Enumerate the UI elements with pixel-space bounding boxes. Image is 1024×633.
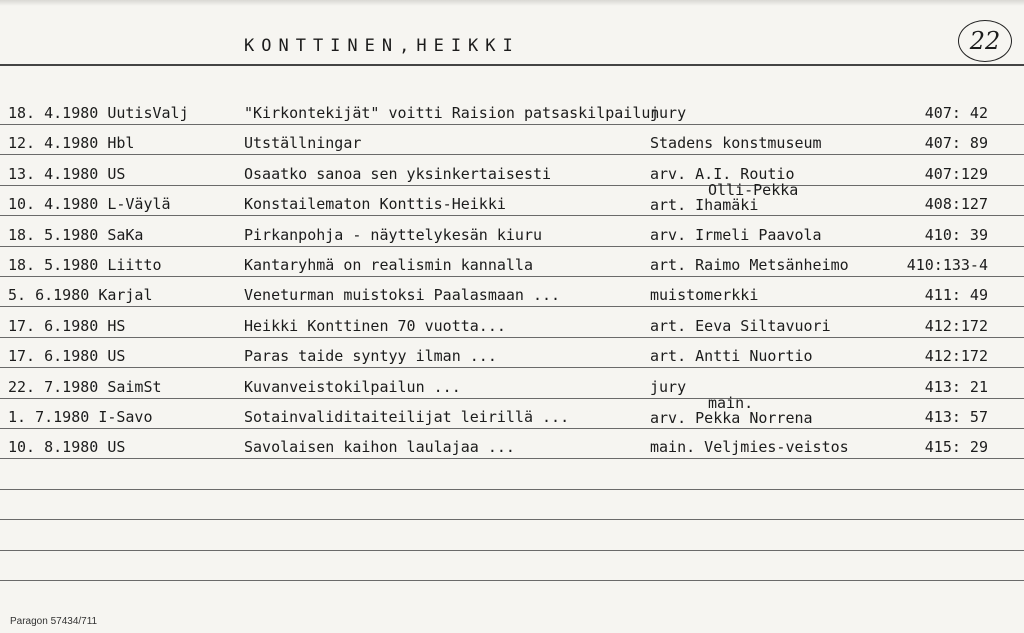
entry-date: 18. 4.1980 <box>8 104 99 122</box>
entry-date: 18. 5.1980 <box>8 256 99 274</box>
entry-author-text: art. Ihamäki <box>650 196 759 214</box>
entry-source: US <box>107 438 126 456</box>
entry-author-text: art. Raimo Metsänheimo <box>650 256 849 274</box>
entry-date: 12. 4.1980 <box>8 134 99 152</box>
ruled-line <box>0 580 1024 581</box>
entry-reference: 407: 42 <box>924 104 988 122</box>
entry-reference: 415: 29 <box>924 438 988 456</box>
entry-date: 17. 6.1980 <box>8 347 99 365</box>
entry-date: 18. 5.1980 <box>8 226 99 244</box>
entry-source: L-Väylä <box>107 195 171 213</box>
entry-date-source <box>8 347 125 365</box>
entry-title: Kuvanveistokilpailun ... <box>244 378 461 396</box>
entry-reference: 410:133-4 <box>906 256 988 274</box>
entry-date-source <box>8 256 162 274</box>
entry-author-text: arv. Irmeli Paavola <box>650 226 822 244</box>
entry-date: 5. 6.1980 <box>8 286 90 304</box>
entry-title: Veneturman muistoksi Paalasmaan ... <box>244 286 561 304</box>
entry-author-note: Olli-Pekka <box>708 181 799 199</box>
entry-date-source <box>8 195 171 213</box>
printer-imprint: Paragon 57434/711 <box>10 616 98 627</box>
entry-row <box>0 394 1024 428</box>
entry-title: Paras taide syntyy ilman ... <box>244 347 497 365</box>
entry-title: Osaatko sanoa sen yksinkertaisesti <box>244 165 552 183</box>
entry-date-source <box>8 226 143 244</box>
entry-reference: 410: 39 <box>924 226 988 244</box>
entry-title: Utställningar <box>244 134 362 152</box>
entry-reference: 413: 21 <box>924 378 988 396</box>
entry-date-source <box>8 165 125 183</box>
entry-row <box>0 124 1024 154</box>
entry-author <box>650 183 798 213</box>
entry-author-note: main. <box>708 394 754 412</box>
entry-source: HS <box>107 317 126 335</box>
entry-date: 13. 4.1980 <box>8 165 99 183</box>
entry-author-text: main. Veljmies-veistos <box>650 438 849 456</box>
entry-date: 1. 7.1980 <box>8 408 90 426</box>
entry-row <box>0 307 1024 337</box>
entry-author-text: arv. A.I. Routio <box>650 165 795 183</box>
entry-reference: 411: 49 <box>924 286 988 304</box>
entry-source: US <box>107 165 126 183</box>
entry-row <box>0 155 1024 185</box>
entry-author <box>650 378 686 396</box>
entry-row <box>0 337 1024 367</box>
entry-author <box>650 104 686 122</box>
entry-date-source <box>8 408 153 426</box>
entry-author <box>650 256 849 274</box>
entry-reference: 407: 89 <box>924 134 988 152</box>
card-heading: KONTTINEN,HEIKKI <box>244 36 520 56</box>
entry-reference: 407:129 <box>924 165 988 183</box>
entry-author-text: jury <box>650 378 687 396</box>
entry-date: 22. 7.1980 <box>8 378 99 396</box>
entry-date: 10. 8.1980 <box>8 438 99 456</box>
entry-reference: 412:172 <box>924 317 988 335</box>
entry-row <box>0 216 1024 246</box>
entry-author-text: muistomerkki <box>650 286 759 304</box>
entry-reference: 408:127 <box>924 195 988 213</box>
ruled-line <box>0 550 1024 551</box>
entry-source: Karjal <box>98 286 153 304</box>
entry-row <box>0 276 1024 306</box>
entry-date-source <box>8 438 125 456</box>
entry-row <box>0 428 1024 458</box>
entry-date-source <box>8 104 189 122</box>
entry-author <box>650 347 813 365</box>
entry-date-source <box>8 134 134 152</box>
entry-title: Sotainvaliditaiteilijat leirillä ... <box>244 408 570 426</box>
entry-author <box>650 286 758 304</box>
entry-title: Heikki Konttinen 70 vuotta... <box>244 317 506 335</box>
entry-source: UutisValj <box>107 104 189 122</box>
entry-source: SaKa <box>107 226 144 244</box>
entry-title: Pirkanpohja - näyttelykesän kiuru <box>244 226 543 244</box>
entry-author <box>650 226 822 244</box>
entry-title: Kantaryhmä on realismin kannalla <box>244 256 533 274</box>
entry-title: "Kirkontekijät" voitti Raision patsaskilpailun <box>244 104 660 122</box>
card-top-edge <box>0 0 1024 6</box>
entry-author <box>650 396 813 426</box>
entry-author <box>650 317 831 335</box>
ruled-line <box>0 519 1024 520</box>
entry-row <box>0 181 1024 215</box>
entry-reference: 413: 57 <box>924 408 988 426</box>
entry-author-text: art. Eeva Siltavuori <box>650 317 831 335</box>
entry-source: Liitto <box>107 256 162 274</box>
ruled-line <box>0 458 1024 459</box>
entry-reference: 412:172 <box>924 347 988 365</box>
entry-date-source <box>8 317 125 335</box>
entry-source: SaimSt <box>107 378 162 396</box>
entry-author <box>650 438 849 456</box>
entry-date: 17. 6.1980 <box>8 317 99 335</box>
entry-row <box>0 246 1024 276</box>
entry-date-source <box>8 286 153 304</box>
ruled-line <box>0 489 1024 490</box>
entry-source: I-Savo <box>98 408 153 426</box>
entry-author-text: jury <box>650 104 687 122</box>
entry-title: Konstailematon Konttis-Heikki <box>244 195 506 213</box>
entry-row <box>0 368 1024 398</box>
entry-source: US <box>107 347 126 365</box>
entry-author-text: art. Antti Nuortio <box>650 347 813 365</box>
entry-title: Savolaisen kaihon laulajaa ... <box>244 438 515 456</box>
entry-author <box>650 134 822 152</box>
entry-author-text: Stadens konstmuseum <box>650 134 822 152</box>
entry-row <box>0 94 1024 124</box>
entry-date: 10. 4.1980 <box>8 195 99 213</box>
entry-author-text: arv. Pekka Norrena <box>650 409 813 427</box>
card-number-circle: 22 <box>958 20 1012 62</box>
header-rule <box>0 64 1024 66</box>
entry-date-source <box>8 378 162 396</box>
entry-source: Hbl <box>107 134 135 152</box>
